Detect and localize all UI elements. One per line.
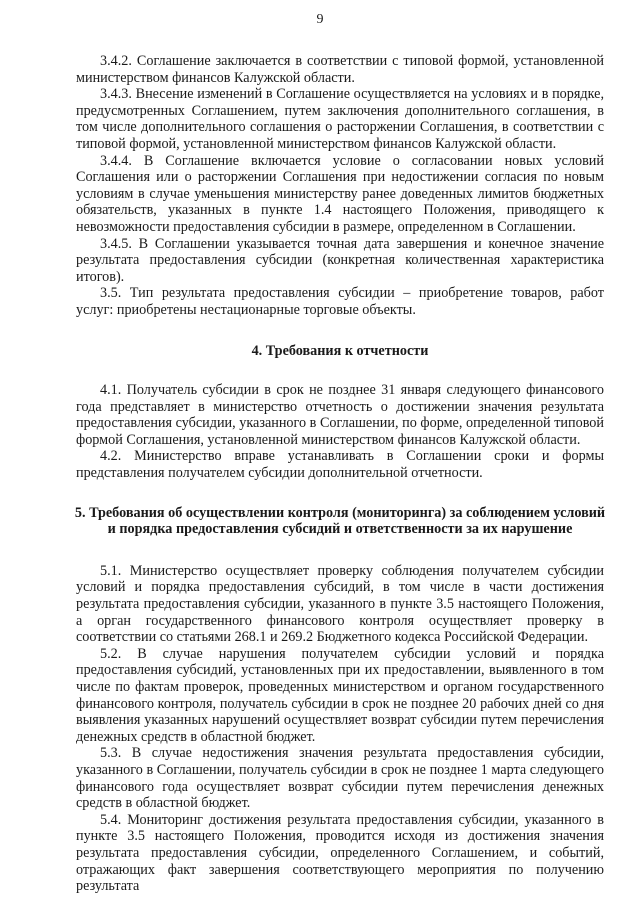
paragraph-3-4-3: 3.4.3. Внесение изменений в Соглашение осуществляется на условиях и в порядке, предусмотренных Соглашением, путем заключения дополнительного соглашения, в том числе дополнительного соглашения о расторжении Соглашения, в соответствии с типовой формой, установленной министерством финансов Калужской области. [76, 86, 604, 152]
paragraph-4-2: 4.2. Министерство вправе устанавливать в Соглашении сроки и формы представления получателем субсидии дополнительной отчетности. [76, 448, 604, 482]
paragraph-5-1: 5.1. Министерство осуществляет проверку соблюдения получателем субсидии условий и порядка предоставления субсидий, в том числе в части достижения результата предоставления субсидии, указанного в пункте 3.5 настоящего Положения, а орган государственного финансового контроля осуществляет проверку в соответствии со статьями 268.1 и 269.2 Бюджетного кодекса Российской Федерации. [76, 562, 604, 646]
paragraph-5-3: 5.3. В случае недостижения значения результата предоставления субсидии, указанного в Соглашении, получатель субсидии в срок не позднее 1 марта следующего финансового года осуществляет возврат субсидии путем перечисления денежных средств в областной бюджет. [76, 745, 604, 812]
paragraph-3-4-2: 3.4.2. Соглашение заключается в соответствии с типовой формой, установленной министерством финансов Калужской области. [76, 53, 604, 86]
paragraph-5-4: 5.4. Мониторинг достижения результата предоставления субсидии, указанного в пункте 3.5 настоящего Положения, проводится исходя из достижения значения результата предоставления субсидии, определенного Соглашением, и событий, отражающих факт завершения соответствующего мероприятия по получению результата [76, 811, 604, 895]
paragraph-4-1: 4.1. Получатель субсидии в срок не позднее 31 января следующего финансового года представляет в министерство отчетность о достижении значения результата предоставления субсидии, указанного в Соглашении, по форме, определенной типовой формой Соглашения, установленной министерством финансов Калужской области. [76, 382, 604, 448]
page-content [76, 53, 604, 895]
section-5-heading-line-2: и порядка предоставления субсидий и ответственности за их нарушение [107, 521, 573, 538]
paragraph-5-2: 5.2. В случае нарушения получателем субсидии условий и порядка предоставления субсидий, установленных при их предоставлении, выявленного в том числе по фактам проверок, проведенных министерством и органом государственного финансового контроля, получатель субсидии в срок не позднее 20 рабочих дней со дня выявления указанных нарушений осуществляет возврат субсидии путем перечисления денежных средств в областной бюджет. [76, 645, 604, 745]
page-number: 9 [316, 12, 324, 27]
paragraph-3-5: 3.5. Тип результата предоставления субсидии – приобретение товаров, работ услуг: приобретены нестационарные торговые объекты. [76, 285, 604, 318]
section-5-heading-line-1: 5. Требования об осуществлении контроля (мониторинга) за соблюдением условий [74, 504, 606, 521]
section-4-heading: 4. Требования к отчетности [251, 342, 429, 359]
section-5-heading [70, 505, 610, 538]
paragraph-3-4-5: 3.4.5. В Соглашении указывается точная дата завершения и конечное значение результата предоставления субсидии (конкретная количественная характеристика итогов). [76, 235, 604, 285]
paragraph-3-4-4: 3.4.4. В Соглашение включается условие о согласовании новых условий Соглашения или о расторжении Соглашения при недостижении согласия по новым условиям в случае уменьшения министерству ранее доведенных лимитов бюджетных обязательств, указанных в пункте 1.4 настоящего Положения, приводящего к невозможности предоставления субсидии в размере, определенном в Соглашении. [76, 152, 604, 235]
